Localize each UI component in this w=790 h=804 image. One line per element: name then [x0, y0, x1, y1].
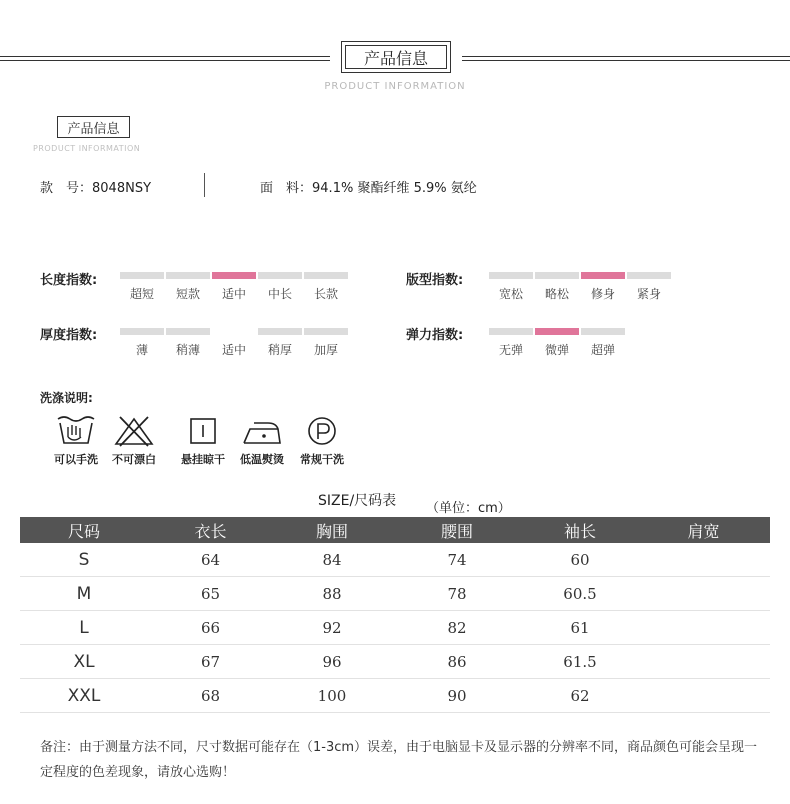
hand-wash-icon — [54, 415, 98, 447]
value-cell — [637, 679, 770, 713]
value-cell: 100 — [273, 679, 391, 713]
header-title: 产品信息 — [345, 45, 447, 69]
value-cell: 60 — [523, 543, 637, 577]
wash-item — [290, 415, 354, 467]
index-option-elasticity: 微弹 — [544, 343, 569, 357]
note: 备注：由于测量方法不同，尺寸数据可能存在（1-3cm）误差，由于电脑显卡及显示器的分辨率不同，商品颜色可能会呈现一定程度的色差现象，请放心选购！ — [40, 740, 758, 780]
size-cell: XL — [20, 645, 148, 679]
style-value: 8048NSY — [92, 181, 152, 196]
index-option-fit: 宽松 — [498, 287, 523, 301]
value-cell: 68 — [148, 679, 273, 713]
size-cell: XXL — [20, 679, 148, 713]
index-segment-elasticity — [489, 328, 533, 335]
value-cell: 88 — [273, 577, 391, 611]
value-cell: 74 — [391, 543, 523, 577]
index-segment-fit — [627, 272, 671, 279]
wash-label: 可以手洗 — [54, 453, 98, 466]
value-cell: 65 — [148, 577, 273, 611]
header-cell: 腰围 — [391, 517, 523, 543]
section-subtitle: PRODUCT INFORMATION — [33, 144, 141, 153]
value-cell: 62 — [523, 679, 637, 713]
index-segment-elasticity — [535, 328, 579, 335]
wash-item — [230, 415, 294, 467]
value-cell — [637, 543, 770, 577]
index-option-length: 中长 — [267, 287, 292, 301]
wash-item — [102, 415, 166, 467]
table-row — [20, 645, 770, 679]
value-cell: 61 — [523, 611, 637, 645]
value-cell: 66 — [148, 611, 273, 645]
value-cell: 84 — [273, 543, 391, 577]
size-cell: L — [20, 611, 148, 645]
header-rule-right-top — [462, 56, 790, 57]
hang-dry-icon — [181, 415, 225, 447]
header-subtitle: PRODUCT INFORMATION — [324, 81, 466, 92]
value-cell: 60.5 — [523, 577, 637, 611]
size-table-title: SIZE/尺码表 — [318, 493, 397, 509]
size-table-header — [20, 517, 770, 543]
wash-item — [44, 415, 108, 467]
table-row — [20, 543, 770, 577]
section-title: 产品信息 — [57, 116, 130, 138]
wash-label: 常规干洗 — [300, 453, 344, 466]
value-cell: 61.5 — [523, 645, 637, 679]
index-option-length: 长款 — [313, 287, 338, 301]
table-row — [20, 679, 770, 713]
index-segment-thickness — [120, 328, 164, 335]
value-cell: 82 — [391, 611, 523, 645]
value-cell — [637, 577, 770, 611]
value-cell: 90 — [391, 679, 523, 713]
value-cell: 78 — [391, 577, 523, 611]
header-cell: 尺码 — [20, 517, 148, 543]
value-cell — [637, 645, 770, 679]
size-table-body — [20, 543, 770, 713]
fabric-value: 94.1% 聚酯纤维 5.9% 氨纶 — [312, 181, 477, 196]
style-label: 款 号： — [40, 181, 93, 196]
value-cell — [637, 611, 770, 645]
index-label-elasticity: 弹力指数: — [406, 328, 464, 343]
index-option-fit: 紧身 — [636, 287, 661, 301]
size-cell: S — [20, 543, 148, 577]
size-table-unit: （单位：cm） — [426, 501, 511, 516]
index-option-thickness: 稍薄 — [175, 343, 200, 357]
value-cell: 96 — [273, 645, 391, 679]
table-row — [20, 611, 770, 645]
index-segment-length — [304, 272, 348, 279]
index-segment-thickness — [304, 328, 348, 335]
no-bleach-icon — [112, 415, 156, 447]
value-cell: 67 — [148, 645, 273, 679]
index-segment-fit — [535, 272, 579, 279]
index-segment-length — [166, 272, 210, 279]
header-cell: 衣长 — [148, 517, 273, 543]
index-segment-fit — [581, 272, 625, 279]
dry-clean-icon — [300, 415, 344, 447]
header-cell: 袖长 — [523, 517, 637, 543]
index-option-fit: 修身 — [590, 287, 615, 301]
header-cell: 肩宽 — [637, 517, 770, 543]
index-option-thickness: 适中 — [221, 343, 246, 357]
index-label-thickness: 厚度指数: — [40, 328, 98, 343]
index-option-length: 短款 — [175, 287, 200, 301]
index-option-elasticity: 超弹 — [590, 343, 615, 357]
index-segment-thickness — [212, 328, 256, 335]
index-segment-length — [258, 272, 302, 279]
index-segment-elasticity — [581, 328, 625, 335]
index-option-length: 适中 — [221, 287, 246, 301]
index-segment-thickness — [258, 328, 302, 335]
fabric-label: 面 料： — [260, 181, 313, 196]
index-segment-thickness — [166, 328, 210, 335]
fabric — [260, 177, 477, 196]
header-rule-left-bottom — [0, 60, 330, 61]
index-segment-length — [120, 272, 164, 279]
wash-label: 低温熨烫 — [240, 453, 284, 466]
wash-label: 不可漂白 — [112, 453, 156, 466]
value-cell: 64 — [148, 543, 273, 577]
index-option-elasticity: 无弹 — [498, 343, 523, 357]
wash-title: 洗涤说明: — [40, 391, 93, 405]
wash-label: 悬挂晾干 — [181, 453, 225, 466]
style-number — [40, 177, 151, 196]
index-option-length: 超短 — [129, 287, 154, 301]
value-cell: 86 — [391, 645, 523, 679]
size-table — [20, 517, 770, 713]
index-segment-fit — [489, 272, 533, 279]
header-rule-left-top — [0, 56, 330, 57]
wash-item — [171, 415, 235, 467]
size-cell: M — [20, 577, 148, 611]
value-cell: 92 — [273, 611, 391, 645]
table-row — [20, 577, 770, 611]
index-option-thickness: 薄 — [135, 343, 148, 357]
index-option-fit: 略松 — [544, 287, 569, 301]
info-divider — [204, 173, 205, 197]
index-label-length: 长度指数: — [40, 273, 98, 288]
index-option-thickness: 稍厚 — [267, 343, 292, 357]
index-segment-length — [212, 272, 256, 279]
index-option-thickness: 加厚 — [313, 343, 338, 357]
low-iron-icon — [240, 415, 284, 447]
index-label-fit: 版型指数: — [406, 273, 464, 288]
header-cell: 胸围 — [273, 517, 391, 543]
header-rule-right-bottom — [462, 60, 790, 61]
header-title-frame — [341, 41, 451, 73]
